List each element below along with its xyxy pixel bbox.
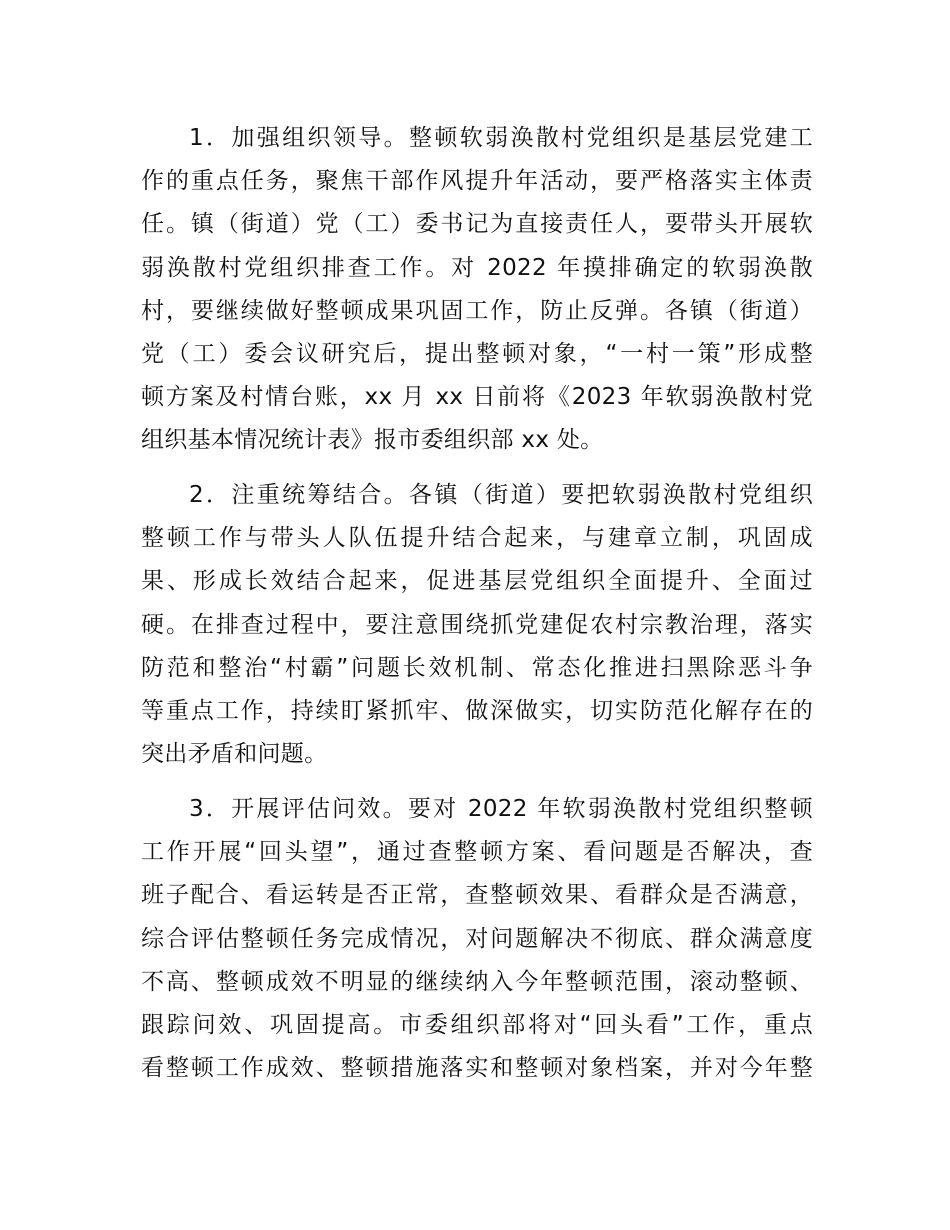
paragraph-line: 班子配合、看运转是否正常，查整顿效果、看群众是否满意， (141, 882, 813, 909)
paragraph-line: 不高、整顿成效不明显的继续纳入今年整顿范围，滚动整顿、 (141, 968, 813, 995)
paragraph-line: 党（工）委会议研究后，提出整顿对象，“一村一策”形成整 (141, 340, 813, 367)
paragraph-line: 突出矛盾和问题。 (141, 741, 328, 768)
paragraph-line: 顿方案及村情台账，xx 月 xx 日前将《2023 年软弱涣散村党 (141, 384, 813, 411)
paragraph-overall-coordination (141, 474, 813, 776)
paragraph-line: 3．开展评估问效。要对 2022 年软弱涣散村党组织整顿 (189, 796, 813, 822)
paragraph-line: 工作开展“回头望”，通过查整顿方案、看问题是否解决，查 (141, 839, 813, 866)
paragraph-line: 组织基本情况统计表》报市委组织部 xx 处。 (141, 427, 604, 454)
paragraph-strengthen-leadership (141, 117, 813, 463)
paragraph-line: 作的重点任务，聚焦干部作风提升年活动，要严格落实主体责 (141, 168, 813, 195)
paragraph-line: 弱涣散村党组织排查工作。对 2022 年摸排确定的软弱涣散 (141, 254, 813, 281)
paragraph-line: 村，要继续做好整顿成果巩固工作，防止反弹。各镇（街道） (141, 297, 813, 324)
paragraph-line: 硬。在排查过程中，要注意围绕抓党建促农村宗教治理，落实 (141, 611, 813, 638)
paragraph-line: 防范和整治“村霸”问题长效机制、常态化推进扫黑除恶斗争 (141, 654, 813, 681)
paragraph-line: 看整顿工作成效、整顿措施落实和整顿对象档案，并对今年整 (141, 1055, 813, 1082)
paragraph-line: 整顿工作与带头人队伍提升结合起来，与建章立制，巩固成 (141, 525, 813, 552)
paragraph-line: 2．注重统筹结合。各镇（街道）要把软弱涣散村党组织 (189, 482, 813, 508)
paragraph-line: 综合评估整顿任务完成情况，对问题解决不彻底、群众满意度 (141, 925, 813, 952)
paragraph-evaluation-accountability (141, 788, 813, 1090)
paragraph-line: 任。镇（街道）党（工）委书记为直接责任人，要带头开展软 (141, 211, 813, 238)
paragraph-line: 果、形成长效结合起来，促进基层党组织全面提升、全面过 (141, 568, 813, 595)
paragraph-line: 跟踪问效、巩固提高。市委组织部将对“回头看”工作，重点 (141, 1011, 813, 1038)
paragraph-line: 1．加强组织领导。整顿软弱涣散村党组织是基层党建工 (189, 125, 813, 151)
paragraph-line: 等重点工作，持续盯紧抓牢、做深做实，切实防范化解存在的 (141, 697, 813, 724)
